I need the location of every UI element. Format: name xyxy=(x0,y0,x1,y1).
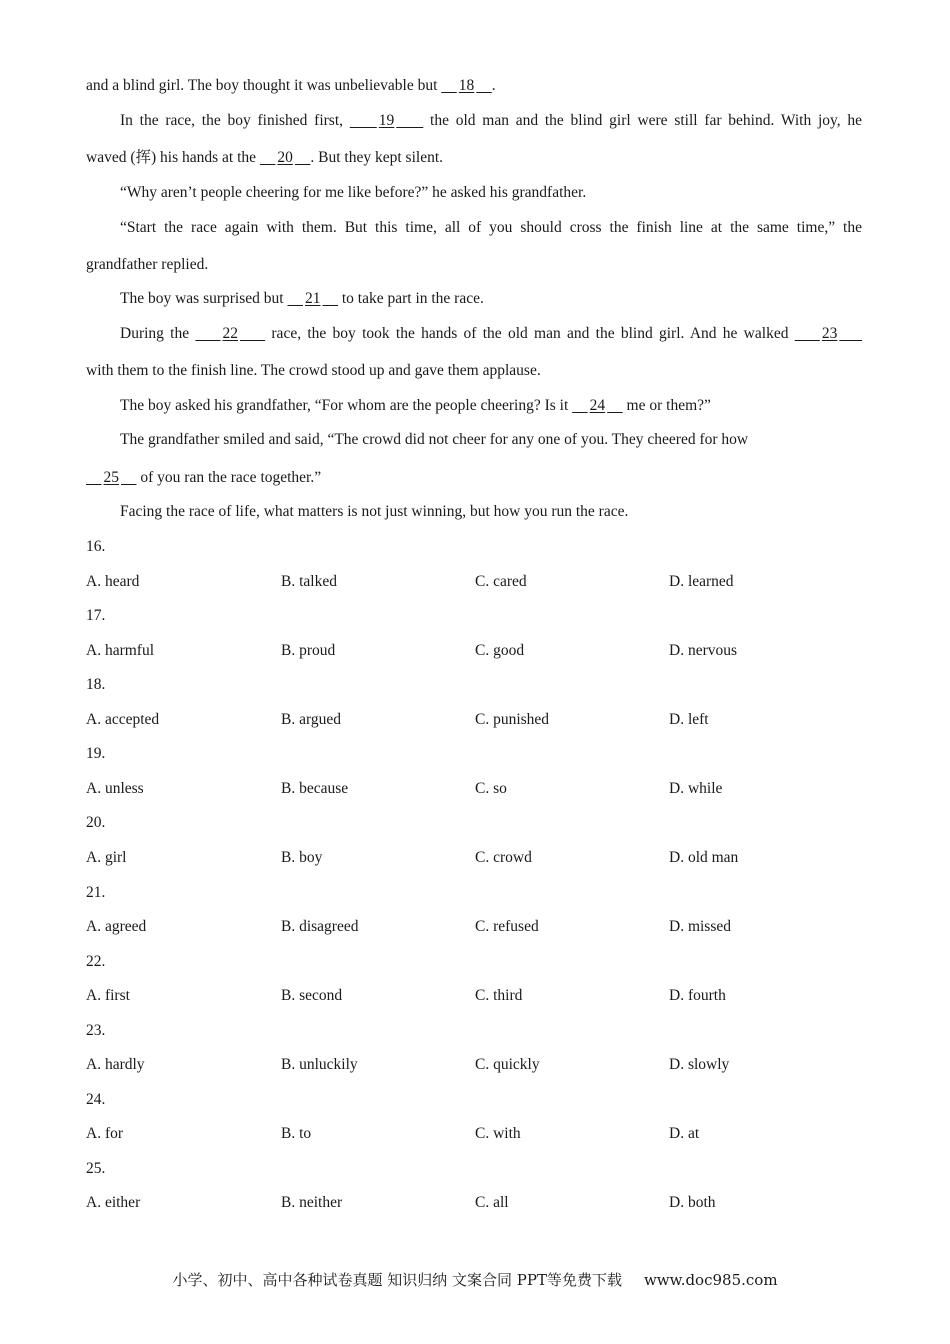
passage-text: of you ran the race together.” xyxy=(136,469,322,486)
option-b[interactable]: B. proud xyxy=(281,641,336,659)
question-number: 16. xyxy=(86,538,106,555)
option-b[interactable]: B. to xyxy=(281,1125,312,1143)
option-b[interactable]: B. second xyxy=(281,987,343,1005)
question-number: 21. xyxy=(86,883,106,901)
passage-line-11: The grandfather smiled and said, “The crowd did not cheer for any one of you. They cheered for how xyxy=(120,431,749,448)
option-a[interactable]: A. harmful xyxy=(86,641,155,659)
question-number: 19. xyxy=(86,745,106,763)
passage-line-12 xyxy=(86,468,862,488)
footer-text: 小学、初中、高中各种试卷真题 知识归纳 文案合同 PPT等免费下载 xyxy=(172,1271,622,1289)
option-a[interactable]: A. heard xyxy=(86,572,140,590)
option-c[interactable]: C. all xyxy=(475,1194,509,1212)
option-b[interactable]: B. talked xyxy=(281,572,337,590)
passage-line-2 xyxy=(120,111,862,131)
blank-21: 21 xyxy=(304,290,321,307)
option-b[interactable]: B. disagreed xyxy=(281,918,359,935)
passage-line-7 xyxy=(120,289,862,309)
passage-line-9: with them to the finish line. The crowd stood up and gave them applause. xyxy=(86,362,541,379)
option-b[interactable]: B. neither xyxy=(281,1194,343,1212)
passage-line-10 xyxy=(120,396,862,416)
option-d[interactable]: D. while xyxy=(669,779,723,797)
question-number: 23. xyxy=(86,1021,106,1039)
option-d[interactable]: D. nervous xyxy=(669,641,738,659)
passage-line-1 xyxy=(86,76,862,96)
option-a[interactable]: A. girl xyxy=(86,848,127,866)
blank-24: 24 xyxy=(589,397,606,414)
blank-23: 23 xyxy=(821,325,838,342)
option-c[interactable]: C. cared xyxy=(475,572,527,590)
option-a[interactable]: A. hardly xyxy=(86,1056,145,1074)
passage-text: the old man and the blind girl were still far behind. With joy, he xyxy=(423,112,862,129)
option-b[interactable]: B. argued xyxy=(281,710,341,728)
passage-text: . But they kept silent. xyxy=(310,149,444,166)
passage-line-13: Facing the race of life, what matters is not just winning, but how you run the race. xyxy=(120,503,629,520)
option-c[interactable]: C. crowd xyxy=(475,848,532,866)
option-d[interactable]: D. fourth xyxy=(669,987,726,1005)
question-number: 24. xyxy=(86,1090,106,1108)
option-d[interactable]: D. missed xyxy=(669,918,731,935)
option-b[interactable]: B. boy xyxy=(281,848,323,866)
passage-line-3 xyxy=(86,148,862,168)
passage-text: The boy was surprised but xyxy=(120,290,288,307)
passage-text: me or them?” xyxy=(622,397,711,414)
option-c[interactable]: C. so xyxy=(475,779,507,797)
footer-url[interactable]: www.doc985.com xyxy=(643,1271,778,1289)
option-c[interactable]: C. third xyxy=(475,987,523,1005)
blank-25: 25 xyxy=(103,469,119,486)
blank-19: 19 xyxy=(378,112,395,129)
option-b[interactable]: B. because xyxy=(281,779,349,797)
option-d[interactable]: D. old man xyxy=(669,848,739,866)
option-a[interactable]: A. first xyxy=(86,987,130,1005)
option-d[interactable]: D. left xyxy=(669,710,709,728)
passage-text: and a blind girl. The boy thought it was unbelievable but xyxy=(86,77,442,94)
option-d[interactable]: D. both xyxy=(669,1194,716,1212)
blank-22: 22 xyxy=(222,325,239,342)
passage-line-6: grandfather replied. xyxy=(86,256,209,273)
option-c[interactable]: C. punished xyxy=(475,710,550,728)
passage-line-8 xyxy=(120,324,862,344)
passage-line-5: “Start the race again with them. But this time, all of you should cross the finish line at the same time,” the xyxy=(120,219,862,236)
question-number: 25. xyxy=(86,1159,106,1177)
option-c[interactable]: C. quickly xyxy=(475,1056,540,1074)
question-number: 18. xyxy=(86,676,106,694)
passage-text: During the xyxy=(120,325,196,342)
option-a[interactable]: A. accepted xyxy=(86,710,160,728)
question-number: 17. xyxy=(86,607,106,625)
passage-line-4: “Why aren’t people cheering for me like before?” he asked his grandfather. xyxy=(120,184,587,201)
passage-text: . xyxy=(491,77,496,94)
passage-text: race, the boy took the hands of the old man and the blind girl. And he walked xyxy=(265,325,795,342)
option-b[interactable]: B. unluckily xyxy=(281,1056,358,1074)
footer xyxy=(0,1269,950,1290)
option-d[interactable]: D. slowly xyxy=(669,1056,730,1074)
option-a[interactable]: A. unless xyxy=(86,779,144,797)
option-a[interactable]: A. either xyxy=(86,1194,141,1212)
blank-20: 20 xyxy=(277,149,293,166)
passage-text: The boy asked his grandfather, “For whom are the people cheering? Is it xyxy=(120,397,573,414)
option-c[interactable]: C. good xyxy=(475,641,525,659)
passage-text: waved (挥) his hands at the xyxy=(86,149,260,166)
passage-text: to take part in the race. xyxy=(337,290,484,307)
passage-text: In the race, the boy finished first, xyxy=(120,112,350,129)
blank-18: 18 xyxy=(458,77,475,94)
option-d[interactable]: D. at xyxy=(669,1125,700,1143)
option-a[interactable]: A. for xyxy=(86,1125,124,1143)
question-number: 22. xyxy=(86,952,106,970)
option-d[interactable]: D. learned xyxy=(669,572,734,590)
option-a[interactable]: A. agreed xyxy=(86,918,147,935)
option-c[interactable]: C. with xyxy=(475,1125,521,1143)
option-c[interactable]: C. refused xyxy=(475,918,539,935)
question-number: 20. xyxy=(86,814,106,832)
